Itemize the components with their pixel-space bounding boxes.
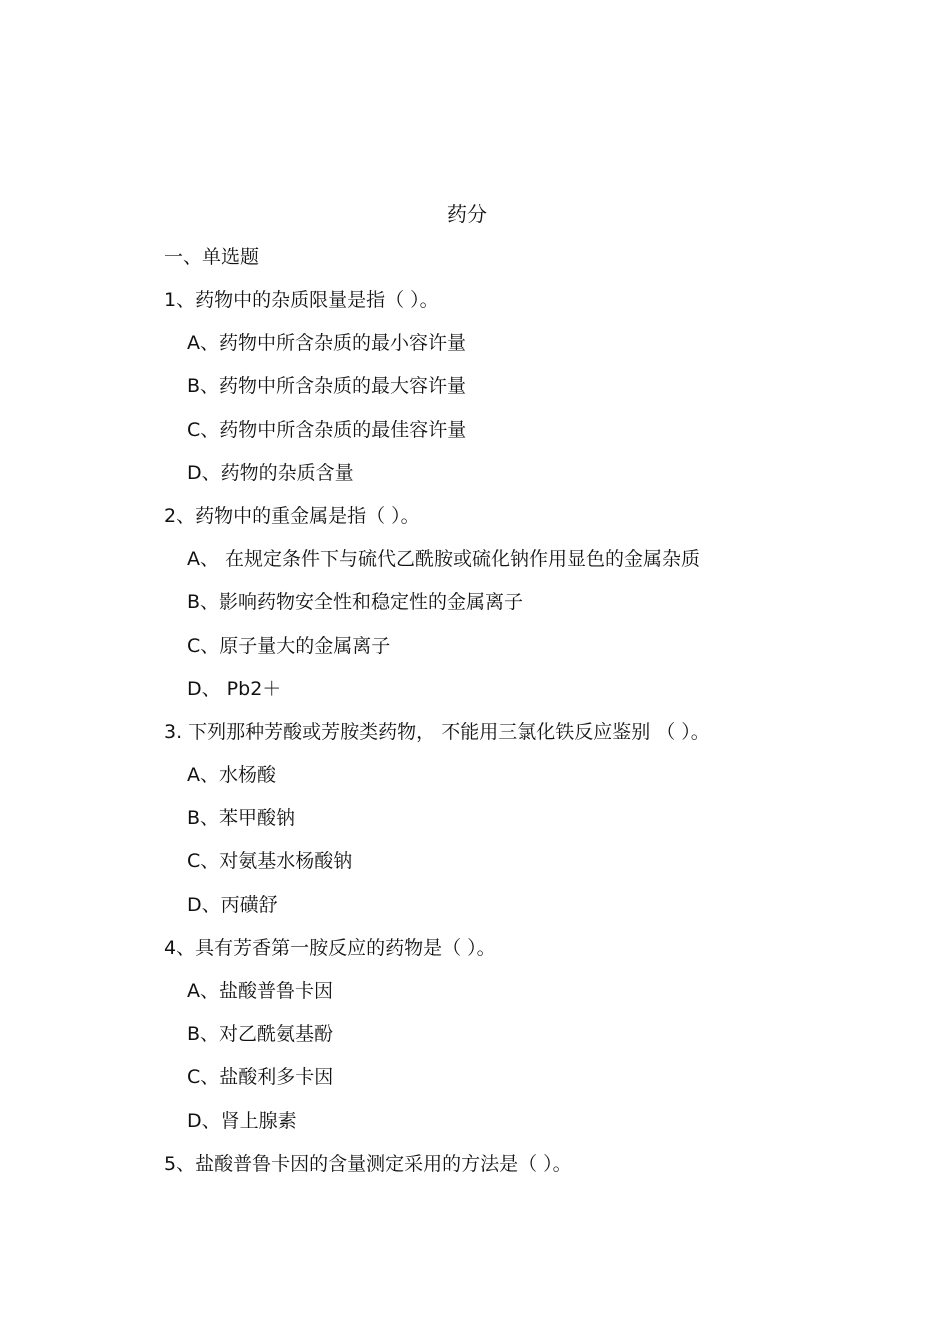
question-3-option-a: A、水杨酸 bbox=[187, 764, 276, 787]
question-1-stem: 1、药物中的杂质限量是指（ ）。 bbox=[164, 289, 439, 311]
question-2-option-b: B、影响药物安全性和稳定性的金属离子 bbox=[187, 591, 524, 614]
section-heading: 一、单选题 bbox=[164, 246, 260, 268]
question-4-option-c: C、盐酸利多卡因 bbox=[187, 1066, 334, 1089]
question-1-option-c: C、药物中所含杂质的最佳容许量 bbox=[187, 418, 467, 441]
question-list bbox=[0, 286, 950, 1193]
question-2-option-c: C、原子量大的金属离子 bbox=[187, 634, 391, 657]
question-3-option-c: C、对氨基水杨酸钠 bbox=[187, 850, 353, 873]
document-title: 药分 bbox=[447, 202, 487, 226]
question-3-option-d: D、丙磺舒 bbox=[187, 893, 278, 916]
question-3-stem: 3. 下列那种芳酸或芳胺类药物， 不能用三氯化铁反应鉴别 （ ）。 bbox=[164, 720, 710, 743]
question-1-option-a: A、药物中所含杂质的最小容许量 bbox=[187, 332, 466, 355]
question-2-stem: 2、药物中的重金属是指（ ）。 bbox=[164, 504, 420, 527]
question-4-option-d: D、肾上腺素 bbox=[187, 1109, 297, 1132]
question-1-option-b: B、药物中所含杂质的最大容许量 bbox=[187, 375, 467, 398]
question-4-stem: 4、具有芳香第一胺反应的药物是（ ）。 bbox=[164, 936, 496, 959]
question-1-option-d: D、药物的杂质含量 bbox=[187, 461, 354, 484]
question-2-option-d: D、 Pb2＋ bbox=[187, 677, 282, 700]
question-5-stem: 5、盐酸普鲁卡因的含量测定采用的方法是（ ）。 bbox=[164, 1152, 572, 1175]
question-4-option-b: B、对乙酰氨基酚 bbox=[187, 1023, 334, 1046]
question-2-option-a: A、 在规定条件下与硫代乙酰胺或硫化钠作用显色的金属杂质 bbox=[187, 548, 701, 571]
question-4-option-a: A、盐酸普鲁卡因 bbox=[187, 980, 333, 1002]
question-3-option-b: B、苯甲酸钠 bbox=[187, 807, 296, 830]
